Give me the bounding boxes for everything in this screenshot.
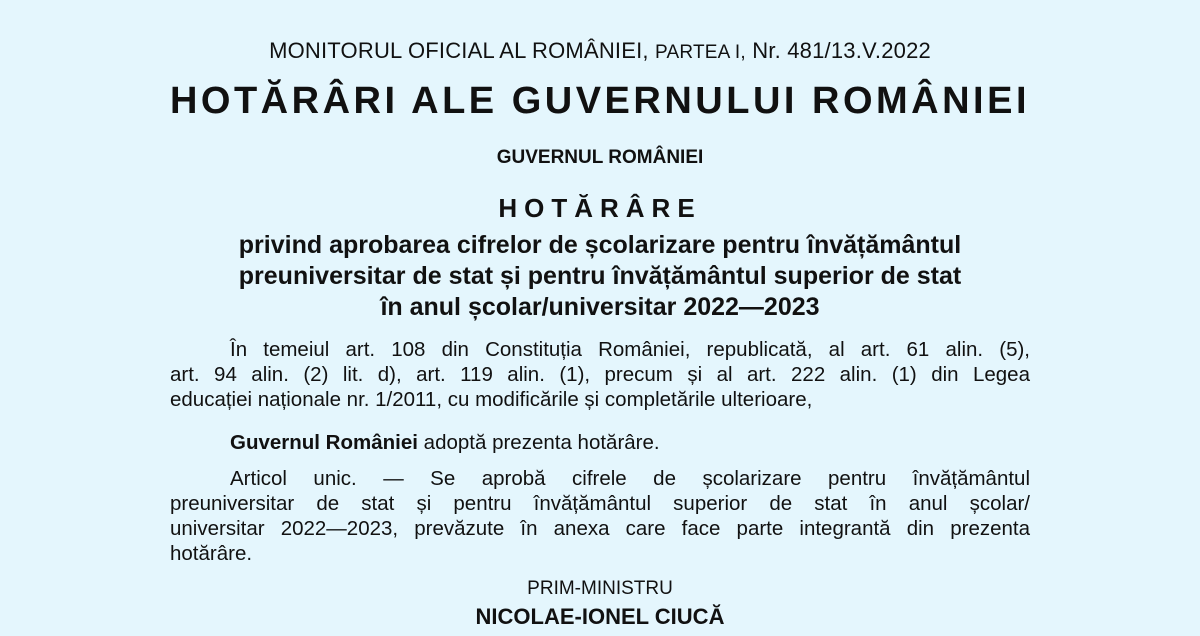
- signatory-name: NICOLAE-IONEL CIUCĂ: [475, 604, 725, 629]
- subject-line: privind aprobarea cifrelor de școlarizare pentru învățământul: [238, 231, 962, 259]
- document-subject: [100, 230, 1100, 323]
- issuing-authority: GUVERNUL ROMÂNIEI: [496, 147, 704, 168]
- adoption-statement: [170, 430, 1030, 455]
- preamble-line: art. 94 alin. (2) lit. d), art. 119 alin. (1), precum și al art. 222 alin. (1) din Legea: [170, 363, 1030, 386]
- subject-line: în anul școlar/universitar 2022—2023: [380, 293, 820, 321]
- section-title: HOTĂRÂRI ALE GUVERNULUI ROMÂNIEI: [169, 80, 1031, 122]
- publication-name: MONITORUL OFICIAL AL ROMÂNIEI,: [269, 38, 649, 63]
- article-line: preuniversitar de stat și pentru învățământul superior de stat în anul școlar/: [170, 492, 1030, 515]
- preamble-line: educației naționale nr. 1/2011, cu modificările și completările ulterioare,: [170, 388, 813, 411]
- publication-part: PARTEA I,: [655, 42, 746, 63]
- article-line: Articol unic. — Se aprobă cifrele de școlarizare pentru învățământul: [230, 467, 1030, 490]
- publication-header: [0, 38, 1200, 64]
- signatory-role: PRIM-MINISTRU: [527, 578, 673, 599]
- preamble-line: În temeiul art. 108 din Constituția României, republicată, al art. 61 alin. (5),: [230, 338, 1030, 361]
- preamble: [170, 337, 1030, 412]
- article-line: universitar 2022—2023, prevăzute în anexa care face parte integrantă din prezenta: [170, 517, 1030, 540]
- single-article: [170, 466, 1030, 566]
- adoption-subject: Guvernul României: [230, 431, 418, 454]
- document-type: HOTĂRÂRE: [498, 193, 702, 223]
- publication-issue: Nr. 481/13.V.2022: [752, 38, 931, 63]
- adoption-text: adoptă prezenta hotărâre.: [423, 431, 660, 454]
- subject-line: preuniversitar de stat și pentru învățământul superior de stat: [238, 262, 962, 290]
- article-line: hotărâre.: [170, 542, 253, 565]
